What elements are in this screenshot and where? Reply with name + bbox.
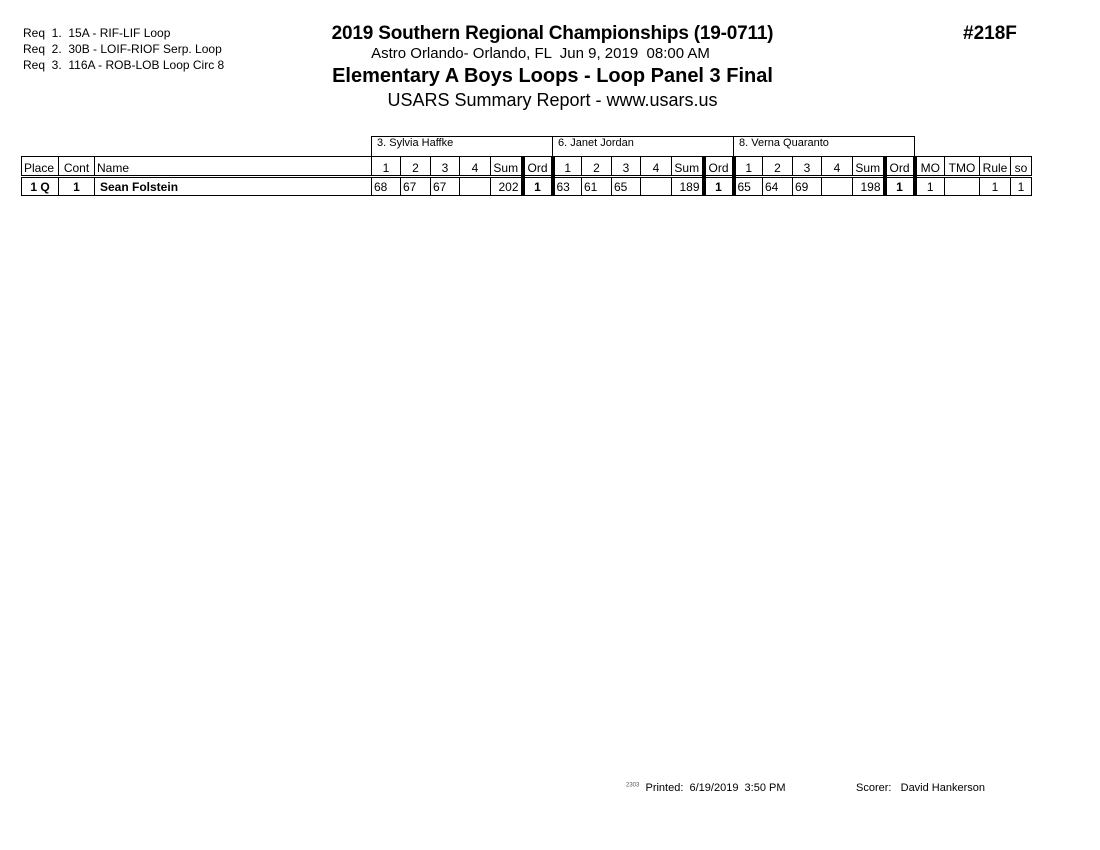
col-j2-s3: 3	[612, 157, 641, 177]
requirements-list	[23, 25, 224, 73]
col-j1-s4: 4	[460, 157, 491, 177]
col-j3-s2: 2	[763, 157, 793, 177]
judge-2-name: 6. Janet Jordan	[553, 137, 734, 157]
col-j1-s2: 2	[401, 157, 431, 177]
col-j2-s2: 2	[582, 157, 612, 177]
requirement-3: Req 3. 116A - ROB-LOB Loop Circ 8	[23, 58, 225, 72]
requirement-1: Req 1. 15A - RIF-LIF Loop	[23, 26, 171, 40]
col-j2-ord: Ord	[704, 157, 734, 177]
col-name: Name	[95, 157, 372, 177]
j3-score-1: 65	[734, 177, 763, 196]
place-cell: 1 Q	[22, 177, 59, 196]
col-j1-s1: 1	[372, 157, 401, 177]
j1-score-2: 67	[401, 177, 431, 196]
col-j3-s1: 1	[734, 157, 763, 177]
j3-sum: 198	[853, 177, 885, 196]
j2-ord: 1	[704, 177, 734, 196]
so-cell: 1	[1011, 177, 1032, 196]
col-j1-ord: Ord	[523, 157, 553, 177]
j2-score-3: 65	[612, 177, 641, 196]
scorer-footer: Scorer: David Hankerson	[856, 782, 985, 794]
j3-score-2: 64	[763, 177, 793, 196]
table-row	[22, 177, 1032, 196]
col-j2-s4: 4	[641, 157, 672, 177]
col-j3-sum: Sum	[853, 157, 885, 177]
j2-sum: 189	[672, 177, 704, 196]
j2-score-2: 61	[582, 177, 612, 196]
col-rule: Rule	[980, 157, 1011, 177]
footer-code: 2303	[626, 782, 640, 789]
col-j2-sum: Sum	[672, 157, 704, 177]
j1-score-3: 67	[431, 177, 460, 196]
col-j1-s3: 3	[431, 157, 460, 177]
col-mo: MO	[915, 157, 945, 177]
j2-score-4	[641, 177, 672, 196]
j1-sum: 202	[491, 177, 523, 196]
col-j3-ord: Ord	[885, 157, 915, 177]
report-header	[300, 22, 805, 111]
results-table	[21, 136, 1032, 196]
printed-date: Printed: 6/19/2019 3:50 PM	[645, 782, 786, 794]
mo-cell: 1	[915, 177, 945, 196]
col-place: Place	[22, 157, 59, 177]
tmo-cell	[945, 177, 980, 196]
event-number: #218F	[963, 23, 1017, 44]
event-title: 2019 Southern Regional Championships (19-0711)	[331, 23, 774, 44]
requirement-2: Req 2. 30B - LOIF-RIOF Serp. Loop	[23, 42, 222, 56]
j3-ord: 1	[885, 177, 915, 196]
skater-name-cell: Sean Folstein	[95, 177, 372, 196]
j3-score-4	[822, 177, 853, 196]
col-j3-s4: 4	[822, 157, 853, 177]
col-j1-sum: Sum	[491, 157, 523, 177]
j3-score-3: 69	[793, 177, 822, 196]
col-tmo: TMO	[945, 157, 980, 177]
cont-cell: 1	[59, 177, 95, 196]
col-j3-s3: 3	[793, 157, 822, 177]
col-so: so	[1011, 157, 1032, 177]
col-cont: Cont	[59, 157, 95, 177]
report-subtitle: USARS Summary Report - www.usars.us	[387, 90, 718, 110]
j1-score-1: 68	[372, 177, 401, 196]
judge-3-name: 8. Verna Quaranto	[734, 137, 915, 157]
venue-date: Astro Orlando- Orlando, FL Jun 9, 2019 08:00 AM	[371, 45, 710, 62]
j1-ord: 1	[523, 177, 553, 196]
col-j2-s1: 1	[553, 157, 582, 177]
judge-1-name: 3. Sylvia Haffke	[372, 137, 553, 157]
judge-header-row	[22, 137, 1032, 157]
rule-cell: 1	[980, 177, 1011, 196]
printed-footer	[626, 782, 786, 794]
category-title: Elementary A Boys Loops - Loop Panel 3 Final	[332, 65, 773, 87]
j2-score-1: 63	[553, 177, 582, 196]
j1-score-4	[460, 177, 491, 196]
column-header-row	[22, 157, 1032, 177]
